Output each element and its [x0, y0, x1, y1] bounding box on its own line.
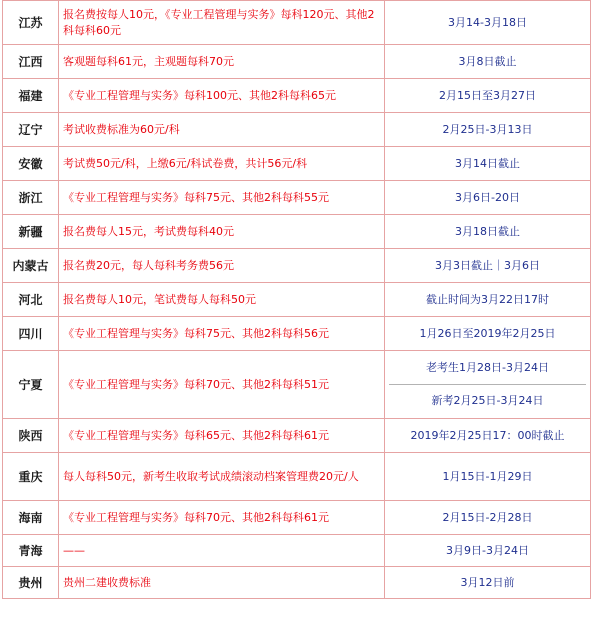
table-row — [3, 215, 591, 249]
province-cell: 新疆 — [3, 215, 59, 249]
province-cell: 河北 — [3, 283, 59, 317]
table-row — [3, 181, 591, 215]
table-row — [3, 1, 591, 45]
date-cell: 2019年2月25日17：00时截止 — [385, 419, 591, 453]
table-row — [3, 501, 591, 535]
fee-cell: 《专业工程管理与实务》每科70元、其他2科每科51元 — [59, 351, 385, 419]
table-row — [3, 419, 591, 453]
fee-cell: 每人每科50元，新考生收取考试成绩滚动档案管理费20元/人 — [59, 453, 385, 501]
fee-cell: 《专业工程管理与实务》每科65元、其他2科每科61元 — [59, 419, 385, 453]
table-row — [3, 453, 591, 501]
table-row — [3, 147, 591, 181]
fee-cell: 考试收费标准为60元/科 — [59, 113, 385, 147]
province-cell: 内蒙古 — [3, 249, 59, 283]
province-cell: 江西 — [3, 45, 59, 79]
date-cell: 3月18日截止 — [385, 215, 591, 249]
date-cell: 2月15日-2月28日 — [385, 501, 591, 535]
date-cell: 3月3日截止｜3月6日 — [385, 249, 591, 283]
province-cell: 海南 — [3, 501, 59, 535]
province-cell: 安徽 — [3, 147, 59, 181]
province-cell: 青海 — [3, 535, 59, 567]
fee-cell: 客观题每科61元，主观题每科70元 — [59, 45, 385, 79]
fee-cell: 报名费按每人10元，《专业工程管理与实务》每科120元、其他2科每科60元 — [59, 1, 385, 45]
fee-cell: 《专业工程管理与实务》每科75元、其他2科每科56元 — [59, 317, 385, 351]
date-cell: 2月15日至3月27日 — [385, 79, 591, 113]
province-cell: 辽宁 — [3, 113, 59, 147]
table-row — [3, 113, 591, 147]
table-row — [3, 79, 591, 113]
date-cell: 3月6日-20日 — [385, 181, 591, 215]
province-cell: 贵州 — [3, 567, 59, 599]
date-line-old-candidates: 老考生1月28日-3月24日 — [389, 360, 586, 385]
fee-cell: —— — [59, 535, 385, 567]
date-line-new-candidates: 新考2月25日-3月24日 — [431, 394, 544, 407]
date-cell: 3月9日-3月24日 — [385, 535, 591, 567]
table-row — [3, 351, 591, 419]
province-cell: 重庆 — [3, 453, 59, 501]
table-row — [3, 283, 591, 317]
fee-cell: 报名费20元，每人每科考务费56元 — [59, 249, 385, 283]
fee-cell: 贵州二建收费标准 — [59, 567, 385, 599]
province-cell: 陕西 — [3, 419, 59, 453]
table-row — [3, 45, 591, 79]
fee-cell: 报名费每人10元，笔试费每人每科50元 — [59, 283, 385, 317]
province-cell: 浙江 — [3, 181, 59, 215]
province-cell: 四川 — [3, 317, 59, 351]
date-cell: 3月14日截止 — [385, 147, 591, 181]
province-cell: 宁夏 — [3, 351, 59, 419]
province-cell: 江苏 — [3, 1, 59, 45]
date-cell: 2月25日-3月13日 — [385, 113, 591, 147]
date-cell: 3月8日截止 — [385, 45, 591, 79]
date-cell: 3月12日前 — [385, 567, 591, 599]
fee-cell: 《专业工程管理与实务》每科75元、其他2科每科55元 — [59, 181, 385, 215]
date-cell: 1月26日至2019年2月25日 — [385, 317, 591, 351]
table-row — [3, 567, 591, 599]
exam-fee-table — [2, 0, 591, 599]
fee-cell: 《专业工程管理与实务》每科70元、其他2科每科61元 — [59, 501, 385, 535]
date-cell: 1月15日-1月29日 — [385, 453, 591, 501]
date-cell: 3月14-3月18日 — [385, 1, 591, 45]
fee-cell: 《专业工程管理与实务》每科100元、其他2科每科65元 — [59, 79, 385, 113]
table-row — [3, 249, 591, 283]
table-row — [3, 317, 591, 351]
table-row — [3, 535, 591, 567]
fee-cell: 报名费每人15元，考试费每科40元 — [59, 215, 385, 249]
date-cell: 截止时间为3月22日17时 — [385, 283, 591, 317]
province-cell: 福建 — [3, 79, 59, 113]
fee-cell: 考试费50元/科，上缴6元/科试卷费，共计56元/科 — [59, 147, 385, 181]
date-cell — [385, 351, 591, 419]
